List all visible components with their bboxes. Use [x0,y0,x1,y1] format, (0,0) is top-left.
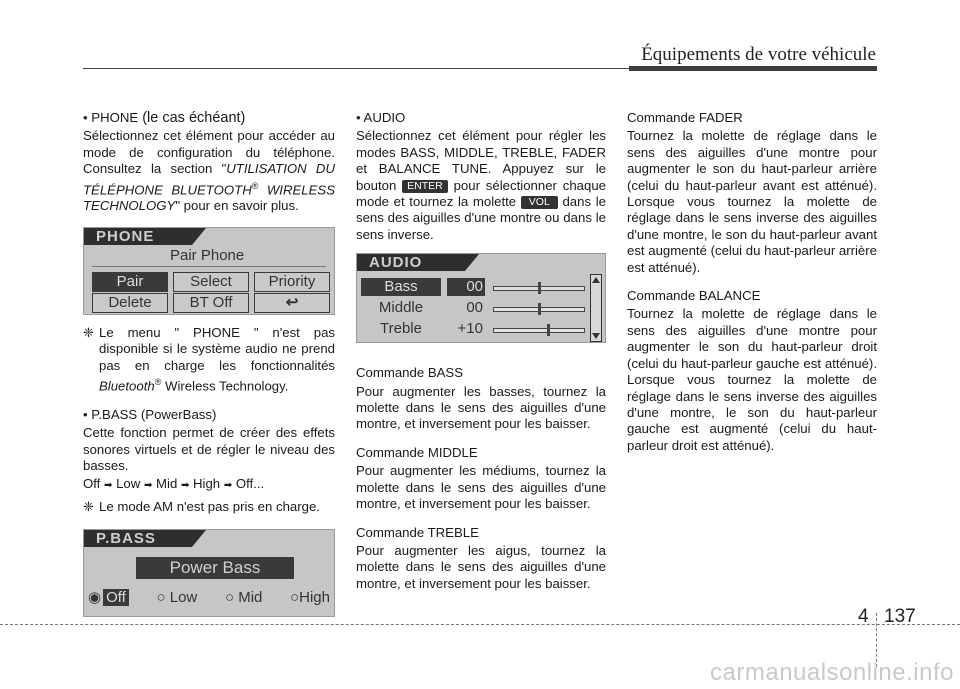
audio-row-0[interactable] [361,278,587,296]
audio-row-label: Middle [378,299,424,317]
audio-heading: • AUDIO [356,110,406,125]
audio-paragraph: Sélectionnez cet élément pour régler les modes BASS, MIDDLE, TREBLE, FADER et BALANCE TUNE. Appuyez sur le bouton ENTER pour sélectionner chaque mode et tournez la molette VOL dans le sens des aiguilles d'une montre ou dans le sens inverse. [356,128,607,242]
select-button[interactable]: Select [173,272,249,292]
phone-heading: • PHONE (le cas échéant) [83,110,246,126]
pbass-sequence: Off ➡ Low ➡ Mid ➡ High ➡ Off... [83,476,265,492]
audio-slider-knob[interactable] [547,324,550,336]
bt-off-button[interactable]: BT Off [173,293,249,313]
column-3 [627,110,877,454]
delete-button[interactable]: Delete [92,293,168,313]
watermark: carmanualsonline.info [710,659,954,686]
bass-text: Pour augmenter les basses, tournez la molette dans le sens des aiguilles d'une montre, et inversement pour les baisser. [356,383,606,432]
page-number: 137 [884,606,916,627]
arrow-right-icon: ➡ [143,480,153,492]
chapter-number: 4 [858,606,869,627]
middle-title: Commande MIDDLE [356,444,478,460]
audio-screen-title: AUDIO [357,254,465,271]
option-high[interactable]: ○High [290,589,330,607]
pbass-note: ❈ Le mode AM n'est pas pris en charge. [83,498,320,514]
audio-row-label: Bass [361,278,441,296]
power-bass-label: Power Bass [136,557,294,579]
phone-note: ❈ Le menu " PHONE " n'est pas disponible si le système audio ne prend pas en charge les fonctionnalités Bluetooth® Wireless Technology. [83,324,335,394]
pbass-screen-title: P.BASS [84,530,192,547]
scroll-down-icon[interactable] [592,333,600,339]
balance-text: Tournez la molette de réglage dans le sens des aiguilles d'une montre pour augmenter le son du haut-parleur droit (celui du haut-parleur gauche est atténué). Lorsque vous tournez la molette de réglage dans le sens inverse des aiguilles d'une montre, le son du haut-parleur gauche est augmenté (celui du haut-parleur droit est atténué). [627,306,877,453]
column-2 [356,110,606,592]
audio-screen [356,253,606,343]
header-rule [83,68,629,69]
section-title: Équipements de votre véhicule [641,44,876,65]
audio-slider-track[interactable] [493,307,585,312]
phone-divider [92,266,326,267]
pair-button[interactable]: Pair [92,272,168,292]
arrow-right-icon: ➡ [223,480,233,492]
enter-badge: ENTER [402,180,448,193]
audio-row-value: 00 [466,299,483,317]
phone-screen-subtitle: Pair Phone [170,246,245,264]
option-low[interactable]: ○ Low [156,589,198,607]
audio-row-1[interactable] [361,299,587,317]
treble-text: Pour augmenter les aigus, tournez la molette dans le sens des aiguilles d'une montre, et inversement pour les baisser. [356,542,606,591]
priority-button[interactable]: Priority [254,272,330,292]
audio-slider-track[interactable] [493,328,585,333]
scrollbar[interactable] [590,274,602,342]
audio-row-label: Treble [380,320,422,338]
bass-title: Commande BASS [356,365,464,381]
fader-title: Commande FADER [627,110,743,125]
treble-title: Commande TREBLE [356,524,479,540]
arrow-right-icon: ➡ [180,480,190,492]
phone-screen [83,227,335,315]
arrow-right-icon: ➡ [104,480,113,492]
option-off[interactable]: ◉ Off [88,590,129,606]
audio-row-value: 00 [447,278,485,296]
fader-text: Tournez la molette de réglage dans le sens des aiguilles d'une montre pour augmenter le son du haut-parleur arrière (celui du haut-parleur avant est atténué). Lorsque vous tournez la molette de réglage dans le sens inverse des aiguilles d'une montre, le son du haut-parleur avant est augmenté (celui du haut-parleur arrière est atténué). [627,128,877,275]
phone-screen-title: PHONE [84,228,192,245]
pbass-paragraph: Cette fonction permet de créer des effets sonores virtuels et de régler le niveau des basses. [83,425,335,474]
vol-badge: VOL [521,196,558,209]
audio-row-value: +10 [457,320,483,338]
audio-slider-track[interactable] [493,286,585,291]
scroll-up-icon[interactable] [592,277,600,283]
pbass-screen [83,529,335,617]
back-icon[interactable]: ↩ [254,293,330,313]
note-icon: ❈ [83,324,95,340]
balance-title: Commande BALANCE [627,288,761,304]
note-icon: ❈ [83,498,95,514]
audio-slider-knob[interactable] [538,303,541,315]
phone-paragraph: Sélectionnez cet élément pour accéder au mode de configuration du téléphone. Consultez la section "UTILISATION DU TÉLÉPHONE BLUETOOTH® WIRELESS TECHNOLOGY" pour en savoir plus. [83,128,335,214]
pbass-options [88,590,330,606]
pbass-heading: • P.BASS (PowerBass) [83,406,217,422]
audio-slider-knob[interactable] [538,282,541,294]
header-bar [629,66,877,71]
footer-line [0,624,960,625]
column-1 [83,110,335,627]
audio-row-2[interactable] [361,320,587,338]
option-mid[interactable]: ○ Mid [224,589,263,607]
middle-text: Pour augmenter les médiums, tournez la molette dans le sens des aiguilles d'une montre, et inversement pour les baisser. [356,463,606,512]
